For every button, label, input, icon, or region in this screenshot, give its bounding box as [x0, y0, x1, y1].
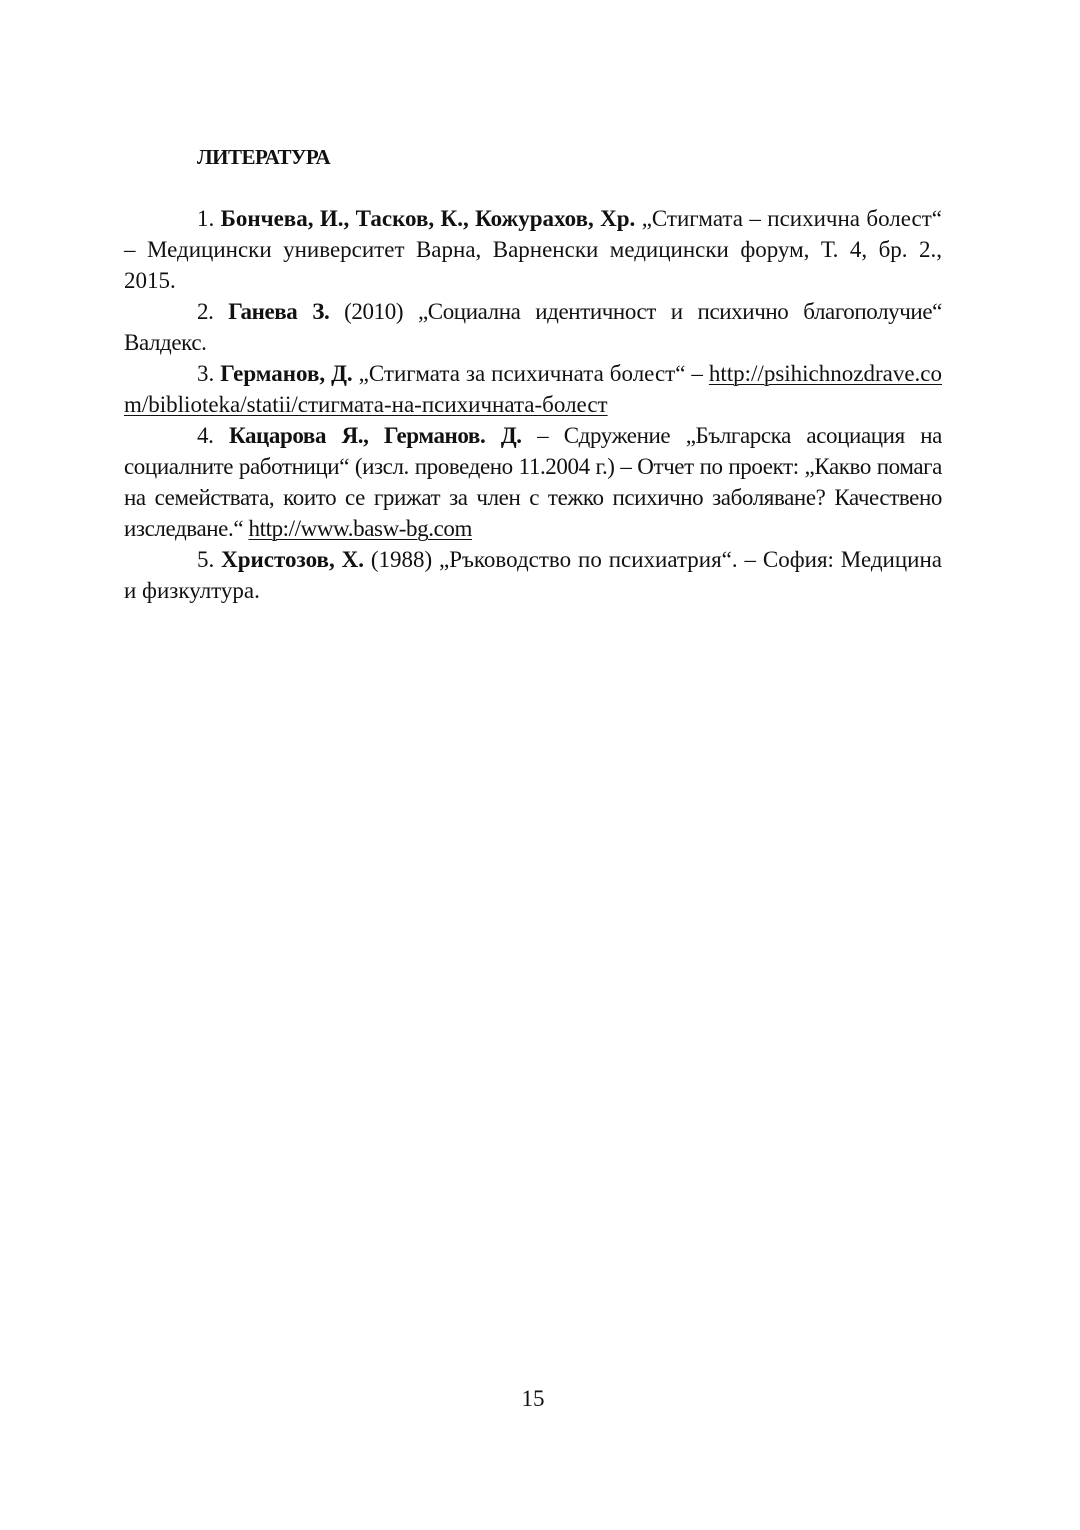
reference-text: „Стигмата за психичната болест“ –: [352, 361, 709, 386]
reference-number: 4.: [197, 423, 229, 448]
reference-authors: Ганева З.: [228, 299, 330, 324]
page-number: 15: [521, 1386, 545, 1411]
reference-authors: Германов, Д.: [220, 361, 353, 386]
reference-authors: Бончева, И., Тасков, К., Кожурахов, Хр.: [220, 206, 636, 231]
reference-text: „Стигмата – психична болест“ – Медицински университет Варна, Варненски медицински форум, Т. 4, бр. 2., 2015.: [124, 206, 942, 293]
reference-item: [124, 296, 942, 358]
reference-item: [124, 544, 942, 606]
reference-authors: Кацарова Я., Германов. Д.: [228, 423, 522, 448]
section-heading: ЛИТЕРАТУРА: [197, 145, 331, 169]
reference-number: 3.: [197, 361, 221, 386]
reference-number: 1.: [197, 206, 221, 231]
reference-authors: Христозов, Х.: [221, 547, 364, 572]
reference-text: – Сдружение „Българска асоциация на социалните работници“ (изсл. проведено 11.2004 г.) – Отчет по проект: „Какво помага на семействата, които се грижат за член с тежко психично заболяване? Качествено изследване.“: [124, 423, 942, 541]
reference-link[interactable]: http://www.basw-bg.com: [248, 516, 472, 541]
reference-number: 2.: [197, 299, 229, 324]
reference-link[interactable]: http://psihichnozdrave.com/biblioteka/statii/стигмата-на-психичната-болест: [124, 361, 943, 417]
reference-item: [124, 203, 942, 296]
reference-number: 5.: [197, 547, 222, 572]
reference-item: [124, 420, 942, 544]
reference-list: [124, 203, 942, 606]
reference-text: (1988) „Ръководство по психиатрия“. – София: Медицина и физкултура.: [124, 547, 942, 603]
reference-text: (2010) „Социална идентичност и психично благополучие“ Валдекс.: [124, 299, 942, 355]
reference-item: [124, 358, 942, 420]
